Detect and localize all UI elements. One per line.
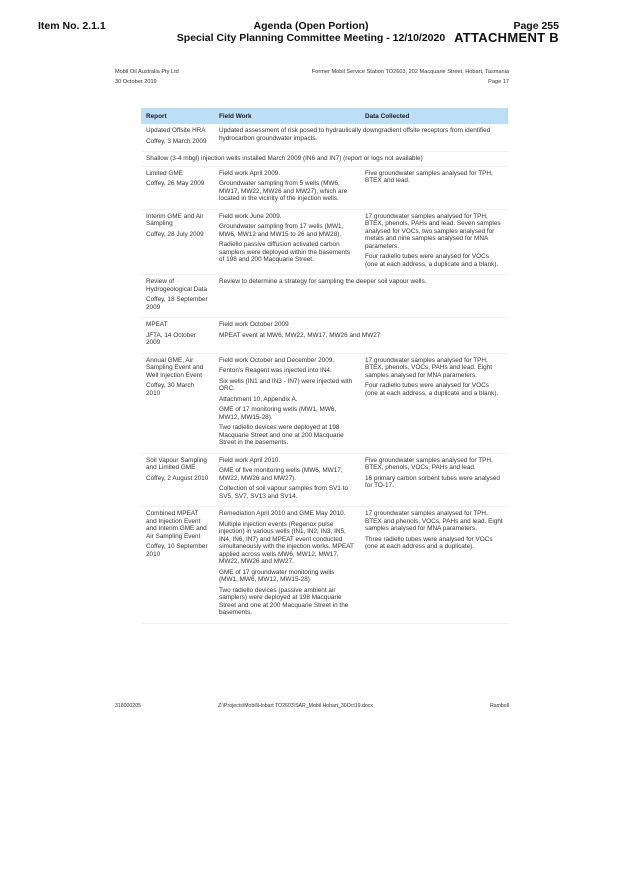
field-work-cell <box>214 166 360 209</box>
note-cell: Shallow (3-4 mbgl) injection wells installed March 2009 (IN6 and IN7) (report or logs not available) <box>141 152 508 167</box>
field-work-text: GME of 17 monitoring wells (MW1, MW6, MW12, MW15-28). <box>219 406 337 421</box>
table-row <box>141 124 508 152</box>
field-work-text: Fenton's Reagent was injected into IN4. <box>219 367 332 374</box>
company-name: Mobil Oil Australia Pty Ltd <box>115 69 179 75</box>
field-work-text: Field work October and December 2009. <box>219 356 335 364</box>
column-header-data-collected: Data Collected <box>360 108 508 124</box>
field-work-text: Field work April 2009. <box>219 169 281 177</box>
report-cell <box>141 166 214 209</box>
field-work-cell <box>214 353 360 453</box>
item-number: Item No. 2.1.1 <box>38 20 106 32</box>
table-row <box>141 209 508 275</box>
field-work-text: Two radiello devices (passive ambient air samplers) were deployed at 198 Macquarie Street and one at 200 Macquarie Street in the basements. <box>219 586 349 616</box>
field-work-text: GME of five monitoring wells (MW6, MW17, MW22, MW26 and MW27). <box>219 467 343 482</box>
data-collected-text: Five groundwater samples analysed for TPH, BTEX and lead. <box>365 169 493 184</box>
field-work-text: Two radiello devices were deployed at 198 Macquarie Street and one at 200 Macquarie Street in the basements. <box>219 424 344 446</box>
report-author: Coffey, 28 July 2009 <box>146 230 204 238</box>
report-title: Interim GME and Air Sampling <box>146 212 204 227</box>
report-cell <box>141 124 214 152</box>
field-work-text: GME of 17 groundwater monitoring wells (MW1, MW6, MW12, MW15-28). <box>219 568 335 583</box>
field-work-text: MPEAT event at MW6, MW22, MW17, MW26 and MW27 <box>219 331 381 339</box>
report-author: Coffey, 30 March 2010 <box>146 382 195 397</box>
attachment-label: ATTACHMENT B <box>454 30 559 45</box>
report-title: Annual GME, Air Sampling Event and Well Injection Event <box>146 356 204 379</box>
report-author: Coffey, 2 August 2010 <box>146 474 209 482</box>
data-collected-cell <box>360 453 508 507</box>
table-row <box>141 166 508 209</box>
report-cell <box>141 353 214 453</box>
footer-company: Ramboll <box>489 703 509 709</box>
column-header-field-work: Field Work <box>214 108 360 124</box>
report-cell <box>141 209 214 275</box>
data-collected-text: Five groundwater samples analysed for TPH, BTEX, phenols, VOCs, PAHs and lead. <box>365 456 493 471</box>
footer-doc-number: 318000205 <box>115 703 141 709</box>
field-work-text: Collection of soil vapour samples from SV1 to SV5, SV7, SV13 and SV14. <box>219 485 348 500</box>
field-work-cell <box>214 453 360 507</box>
report-title: Limited GME <box>146 169 183 177</box>
document-date: 30 October 2019 <box>115 79 157 85</box>
table-row <box>141 453 508 507</box>
table-row <box>141 353 508 453</box>
table-row <box>141 152 508 167</box>
table-row <box>141 318 508 354</box>
field-work-cell: Updated assessment of risk posed to hydraulically downgradient offsite receptors from identified hydrocarbon groundwater impacts. <box>214 124 508 152</box>
field-work-text: Field work April 2010. <box>219 456 281 464</box>
field-work-text: Radiello passive diffusion activated carbon samplers were deployed within the basements of 198 and 200 Macquarie Street. <box>219 241 351 263</box>
field-work-text: Field work June 2009. <box>219 212 282 220</box>
data-collected-cell <box>360 353 508 453</box>
field-work-text: Remediation April 2010 and GME May 2010. <box>219 510 346 517</box>
meeting-title: Special City Planning Committee Meeting - 12/10/2020 <box>176 32 446 44</box>
data-collected-text: Four radiello tubes were analysed for VOCs (one at each address, a duplicate and a blank). <box>365 382 499 397</box>
table-row <box>141 507 508 624</box>
data-collected-cell <box>360 209 508 275</box>
field-work-cell <box>214 209 360 275</box>
field-work-cell: Review to determine a strategy for sampling the deeper soil vapour wells. <box>214 275 508 318</box>
field-work-cell <box>214 318 508 354</box>
document-page: Page 17 <box>488 79 509 85</box>
data-collected-text: 17 groundwater samples analysed for TPH, BTEX and phenols, VOCs, PAHs and lead. Eight samples analysed for MNA parameters. <box>365 510 503 532</box>
report-cell <box>141 507 214 624</box>
report-author: Coffey, 26 May 2009 <box>146 180 205 187</box>
reports-table <box>141 108 508 624</box>
footer-file-path: Z:\Projects\Mobil\Hobart TO2603\SAR_Mobil Hobart_30Oct19.docx <box>218 703 373 709</box>
page-header-right <box>454 20 559 44</box>
field-work-text: Groundwater sampling from 17 wells (MW1, MW6, MW12 and MW15 to 26 and MW28). <box>219 223 344 238</box>
field-work-text: Attachment 10, Appendix A. <box>219 395 298 403</box>
report-cell <box>141 453 214 507</box>
report-title: Soil Vapour Sampling and Limited GME <box>146 456 207 471</box>
table-row <box>141 275 508 318</box>
report-title: Updated Offsite HRA <box>146 127 206 134</box>
report-author: JFTA, 14 October 2009 <box>146 331 196 346</box>
report-cell <box>141 318 214 354</box>
report-cell <box>141 275 214 318</box>
data-collected-text: 16 primary carbon sorbent tubes were analysed for TO-17. <box>365 474 500 489</box>
data-collected-text: 17 groundwater samples analysed for TPH, BTEX, phenols, VOCs, PAHs and lead. Eight samples analysed for MNA parameters. <box>365 356 493 379</box>
field-work-text: Field work October 2009 <box>219 321 289 328</box>
page-number: Page 255 <box>513 20 559 32</box>
data-collected-cell <box>360 166 508 209</box>
field-work-cell <box>214 507 360 624</box>
field-work-text: Six wells (IN1 and IN3 - IN7) were injected with ORC. <box>219 377 353 392</box>
agenda-title: Agenda (Open Portion) <box>253 20 369 32</box>
column-header-report: Report <box>141 108 214 124</box>
report-author: Coffey, 18 September 2009 <box>146 296 208 311</box>
site-name: Former Mobil Service Station TO2603, 202 Macquarie Street, Hobart, Tasmania <box>311 69 509 75</box>
data-collected-text: Three radiello tubes were analysed for VOCs (one at each address and a duplicate). <box>365 535 493 550</box>
report-author: Coffey, 3 March 2009 <box>146 137 207 145</box>
field-work-text: Multiple injection events (Regenox pulse injection) in various wells (IN1, IN2, IN3, IN5, IN4, IN6, IN7) and MPEAT event conducted simultaneously with the injection works. MPEAT applied across wells MW6, MW12, MW17, MW22, MW26 and MW27. <box>219 520 354 565</box>
data-collected-text: Four radiello tubes were analysed for VOCs (one at each address, a duplicate and a blank). <box>365 253 499 268</box>
report-title: Combined MPEAT and Injection Event and Interim GME and Air Sampling Event <box>146 510 207 540</box>
table-header-row <box>141 108 508 124</box>
field-work-text: Groundwater sampling from 5 wells (MW6, MW17, MW22, MW26 and MW27), which are located in the vicinity of the injection wells. <box>219 180 348 202</box>
report-title: Review of Hydrogeological Data <box>146 278 208 293</box>
data-collected-cell <box>360 507 508 624</box>
data-collected-text: 17 groundwater samples analysed for TPH, BTEX, phenols, PAHs and lead. Seven samples analysed for VOCs, two samples analysed for metals and nine samples analysed for MNA parameters. <box>365 212 501 250</box>
report-author: Coffey, 10 September 2010 <box>146 543 208 558</box>
report-title: MPEAT <box>146 321 168 328</box>
